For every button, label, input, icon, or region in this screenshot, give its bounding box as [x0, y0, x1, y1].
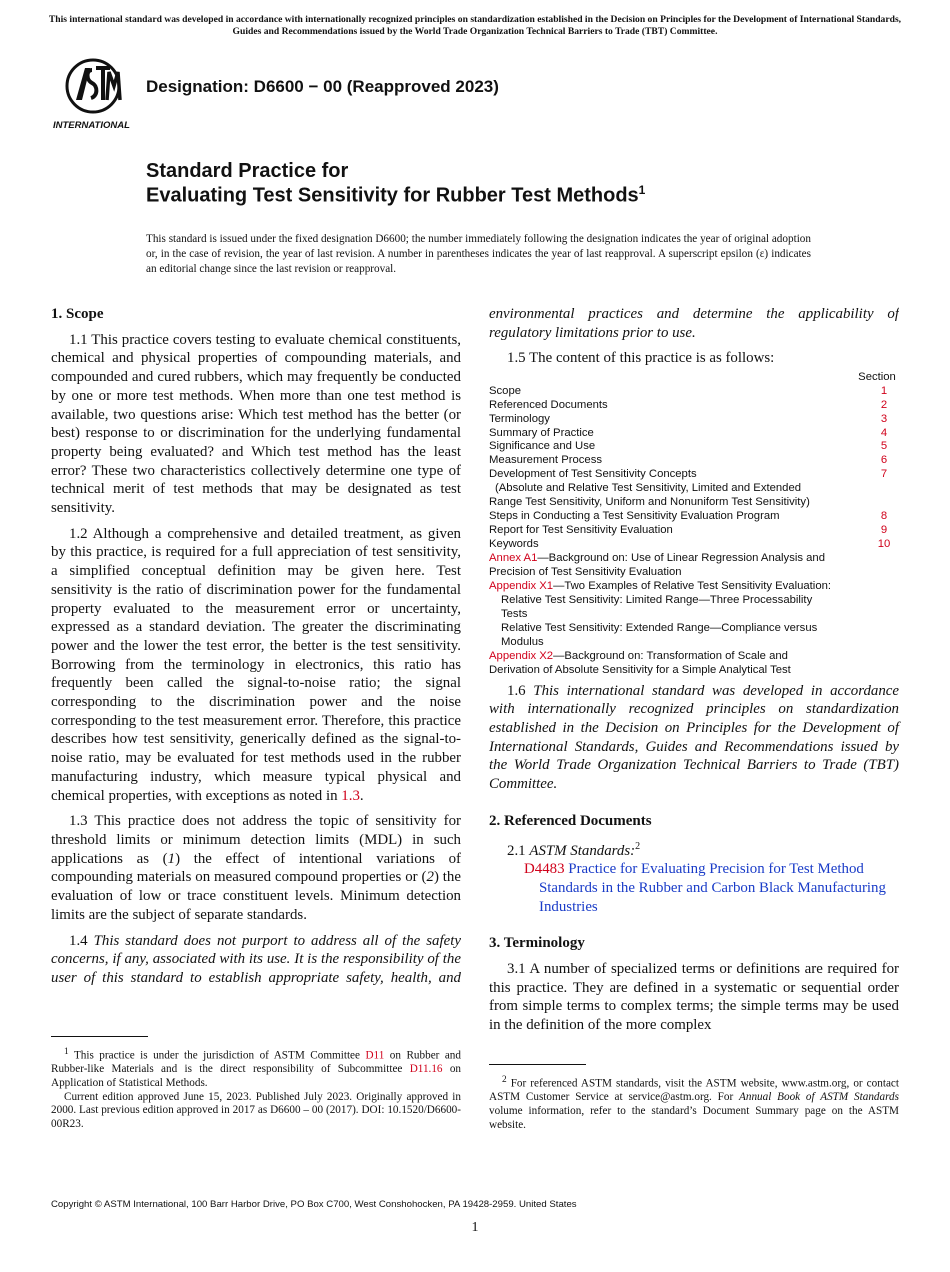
para-1-5: 1.5 The content of this practice is as follows: [507, 350, 775, 366]
footnote-rule [489, 1064, 586, 1065]
section-heading-terminology: 3. Terminology [489, 935, 585, 952]
para-1-1: 1.1 This practice covers testing to evaluate chemical constituents, chemical and physical properties of compounding materials, and compounded and cured rubbers, which may frequently be conducted by one or more test methods. When more than one test method is available, two questions arise: Which test method has the better (or best) response to or discrimination for the underlying fundamental property being evaluated? and Which test method has the least error? These two characteristics collectively determine one type of technical merit of test methods that may be designated as test sensitivity. [51, 331, 461, 517]
para-2-1-num: 2.1 [507, 842, 526, 859]
footnote-1-b: on Rubber and Rubber-like Materials and is the direct responsibility of Subcommittee [51, 1049, 461, 1076]
footnote-1-mark: 1 [64, 1047, 69, 1057]
para-1-6-text: This international standard was developed in accordance with internationally recognized principles on standardization established in the Decision on Principles for the Development of International Standards, Guides and Recommendations issued by the World Trade Organization Technical Barriers to Trade (TBT) Committee. [489, 682, 899, 793]
footnote-1-a: This practice is under the jurisdiction of ASTM Committee [73, 1049, 360, 1062]
footnote-1-c: on Application of Statistical Methods. [51, 1063, 462, 1089]
para-1-3-n2: 2 [426, 869, 434, 886]
annex-a1-link[interactable]: Annex A1 [489, 552, 538, 565]
title-line-1: Standard Practice for [146, 160, 349, 182]
toc-section-link[interactable]: 9 [880, 524, 888, 537]
toc-label: Measurement Process [489, 454, 603, 467]
toc-label: Scope [489, 384, 522, 397]
copyright: Copyright © ASTM International, 100 Barr Harbor Drive, PO Box C700, West Conshohocken, PA 19428-2959. United States [51, 1199, 577, 1210]
reference-d4483 [507, 860, 899, 916]
toc-label: Terminology [489, 412, 550, 425]
toc-header [489, 371, 899, 385]
toc-section-link[interactable]: 1 [880, 384, 888, 397]
footnote-2-para [489, 1074, 899, 1132]
logo-wordmark: INTERNATIONAL [53, 120, 130, 131]
footnote-1-para-1 [51, 1046, 461, 1091]
footnote-1 [51, 1046, 461, 1131]
toc-section-link[interactable]: 8 [880, 510, 888, 523]
footnote-2-sup: 2 [502, 1075, 507, 1085]
para-1-3 [51, 812, 461, 924]
toc-row[interactable] [489, 510, 899, 524]
para-1-4-text: This standard does not purport to address all of the safety concerns, if any, associated with its use. It is the responsibility of the user of this standard to establish appropriate safety, health, and [51, 932, 461, 986]
para-1-3-c: ) the evaluation of low or trace constituent levels. Minimum detection limits are the subject of separate standards. [51, 869, 461, 923]
para-1-3-a: 1.3 This practice does not address the topic of sensitivity for threshold limits or minimum detection limits (MDL) in such applications as ( [51, 813, 461, 867]
footnote-2 [489, 1074, 899, 1132]
para-2-1 [489, 838, 899, 861]
toc-appendix-x2-line-2: Derivation of Absolute Sensitivity for a Simple Analytical Test [489, 663, 791, 676]
toc-sub-7-line-2: Range Test Sensitivity, Uniform and Nonuniform Test Sensitivity) [489, 496, 810, 509]
para-1-4-text-continued: environmental practices and determine the applicability of regulatory limitations prior to use. [489, 306, 899, 341]
title-text: Evaluating Test Sensitivity for Rubber Test Methods [146, 184, 639, 207]
designation: Designation: D6600 − 00 (Reapproved 2023) [146, 77, 499, 96]
toc-appendix-x1 [489, 580, 899, 594]
section-heading-scope: 1. Scope [51, 306, 104, 322]
page-number: 1 [471, 1220, 479, 1235]
toc-row[interactable] [489, 454, 899, 468]
toc-row[interactable] [489, 427, 899, 441]
appendix-x2-link[interactable]: Appendix X2 [489, 649, 554, 662]
toc-appendix-x2 [489, 650, 899, 664]
toc-label: Steps in Conducting a Test Sensitivity Evaluation Program [489, 510, 780, 523]
toc-row[interactable] [489, 440, 899, 454]
para-3-1: 3.1 A number of specialized terms or definitions are required for this practice. They are defined in a systematic or sequential order from simple terms to complex terms; the simple terms may be used in the definition of the more complex [489, 961, 899, 1034]
reference-code-link[interactable]: D4483 [524, 861, 565, 878]
para-1-4-continued [489, 305, 899, 342]
toc-annex-a1 [489, 552, 899, 566]
footnote-2-a: For referenced ASTM standards, visit the ASTM website, www.astm.org, or contact ASTM Customer Service at service@astm.org. For [489, 1077, 899, 1104]
astm-logo-icon [52, 56, 134, 132]
para-1-6 [489, 682, 899, 794]
toc-header-label: Section [858, 370, 896, 383]
toc-section-link[interactable]: 7 [880, 468, 888, 481]
toc-sub-7-line-1: (Absolute and Relative Test Sensitivity, Limited and Extended [495, 482, 802, 495]
annex-a1-text: —Background on: Use of Linear Regression Analysis and [537, 552, 825, 565]
para-1-2 [51, 525, 461, 806]
toc-x1-sub-1a: Relative Test Sensitivity: Limited Range—Three Processability [501, 593, 813, 606]
footnote-rule [51, 1036, 148, 1037]
para-1-4-continued-text [489, 305, 899, 342]
toc-section-link[interactable]: 6 [880, 454, 888, 467]
appendix-x2-text: —Background on: Transformation of Scale and [553, 649, 788, 662]
left-column [51, 305, 461, 995]
toc-row[interactable] [489, 538, 899, 552]
para-1-2-end: . [359, 787, 364, 804]
para-1-3-n1: 1 [167, 850, 176, 867]
para-1-2-text: 1.2 Although a comprehensive and detailed treatment, as given by this practice, is required for a full appreciation of test sensitivity, a simplified conceptual definition may be given here. Test sensitivity is the ratio of discrimination power for the fundamental property evaluated to the measurement error or uncertainty, expressed as a standard deviation. The greater the discriminating power and the lower the test error, the better is the test sensitivity. Borrowing from the terminology in electronics, this ratio has frequently been called the signal-to-noise ratio; the signal corresponding to the discrimination power and the noise corresponding to the test measurement error. Therefore, this practice describes how test sensitivity, generically defined as the signal-to-noise ratio, may be evaluated for test methods used in the rubber manufacturing industry, which measure typical physical and chemical properties, with exceptions as noted in [51, 525, 461, 804]
toc-x1-sub-2a: Relative Test Sensitivity: Extended Range—Compliance versus [501, 621, 818, 634]
toc-section-link[interactable]: 2 [880, 398, 888, 411]
para-2-1-text: ASTM Standards: [529, 842, 636, 859]
toc-section-link[interactable]: 4 [880, 426, 888, 439]
toc-row[interactable] [489, 385, 899, 399]
toc-label: Summary of Practice [489, 426, 594, 439]
toc-row[interactable] [489, 468, 899, 482]
link-d11[interactable]: D11 [365, 1049, 385, 1062]
contents-table [489, 371, 899, 678]
title-footnote-mark[interactable]: 1 [638, 183, 646, 197]
footnote-block-2 [489, 1064, 899, 1132]
toc-annex-a1-line-2: Precision of Test Sensitivity Evaluation [489, 566, 682, 579]
footnote-2-b: volume information, refer to the standard’s Document Summary page on the ASTM website. [489, 1104, 899, 1131]
title-line-2 [146, 183, 645, 208]
toc-label: Report for Test Sensitivity Evaluation [489, 524, 673, 537]
toc-section-link[interactable]: 10 [877, 538, 891, 551]
footnote-block-1 [51, 1036, 461, 1131]
toc-row[interactable] [489, 413, 899, 427]
toc-row[interactable] [489, 399, 899, 413]
top-notice: This international standard was developed in accordance with internationally recognized principles on standardization established in the Decision on Principles for the Development of International Standards, Guides and Recommendations issued by the World Trade Organization Technical Barriers to Trade (TBT) Committee. [48, 14, 902, 37]
footnote-2-mark[interactable]: 2 [635, 840, 641, 852]
toc-x1-sub-1b: Tests [501, 607, 528, 620]
link-1-3[interactable]: 1.3 [341, 787, 360, 804]
footnote-2-italic: Annual Book of ASTM Standards [739, 1091, 899, 1104]
toc-label: Referenced Documents [489, 398, 608, 411]
toc-section-link[interactable]: 5 [880, 440, 888, 453]
para-1-3-b: ) the effect of intentional variations of compounding materials on measured compound properties or ( [51, 850, 462, 886]
astm-logo [52, 56, 134, 132]
para-1-4-num: 1.4 [69, 932, 88, 949]
section-heading-referenced-documents: 2. Referenced Documents [489, 812, 652, 829]
para-1-6-num: 1.6 [507, 682, 526, 699]
issued-note: This standard is issued under the fixed designation D6600; the number immediately following the designation indicates the year of original adoption or, in the case of revision, the year of last revision. A number in parentheses indicates the year of last reapproval. A superscript epsilon (ε) indicates an editorial change since the last revision or reapproval. [146, 233, 811, 275]
footnote-1-para-2: Current edition approved June 15, 2023. Published July 2023. Originally approved in 2000. Last previous edition approved in 2017 as D6600 – 00 (2017). DOI: 10.1520/D6600-00R23. [51, 1090, 461, 1130]
toc-section-link[interactable]: 3 [880, 412, 888, 425]
toc-x1-sub-2b: Modulus [501, 635, 544, 648]
link-d11-16[interactable]: D11.16 [409, 1063, 443, 1076]
toc-label: Keywords [489, 538, 539, 551]
toc-row[interactable] [489, 524, 899, 538]
toc-label: Development of Test Sensitivity Concepts [489, 468, 697, 481]
para-1-4 [51, 932, 461, 988]
appendix-x1-text: —Two Examples of Relative Test Sensitivity Evaluation: [553, 580, 832, 592]
right-column [489, 305, 899, 1042]
appendix-x1-link[interactable]: Appendix X1 [489, 580, 554, 592]
reference-title-link[interactable]: Practice for Evaluating Precision for Test Method Standards in the Rubber and Carbon Black Manufacturing Industries [539, 861, 886, 915]
toc-label: Significance and Use [489, 440, 596, 453]
